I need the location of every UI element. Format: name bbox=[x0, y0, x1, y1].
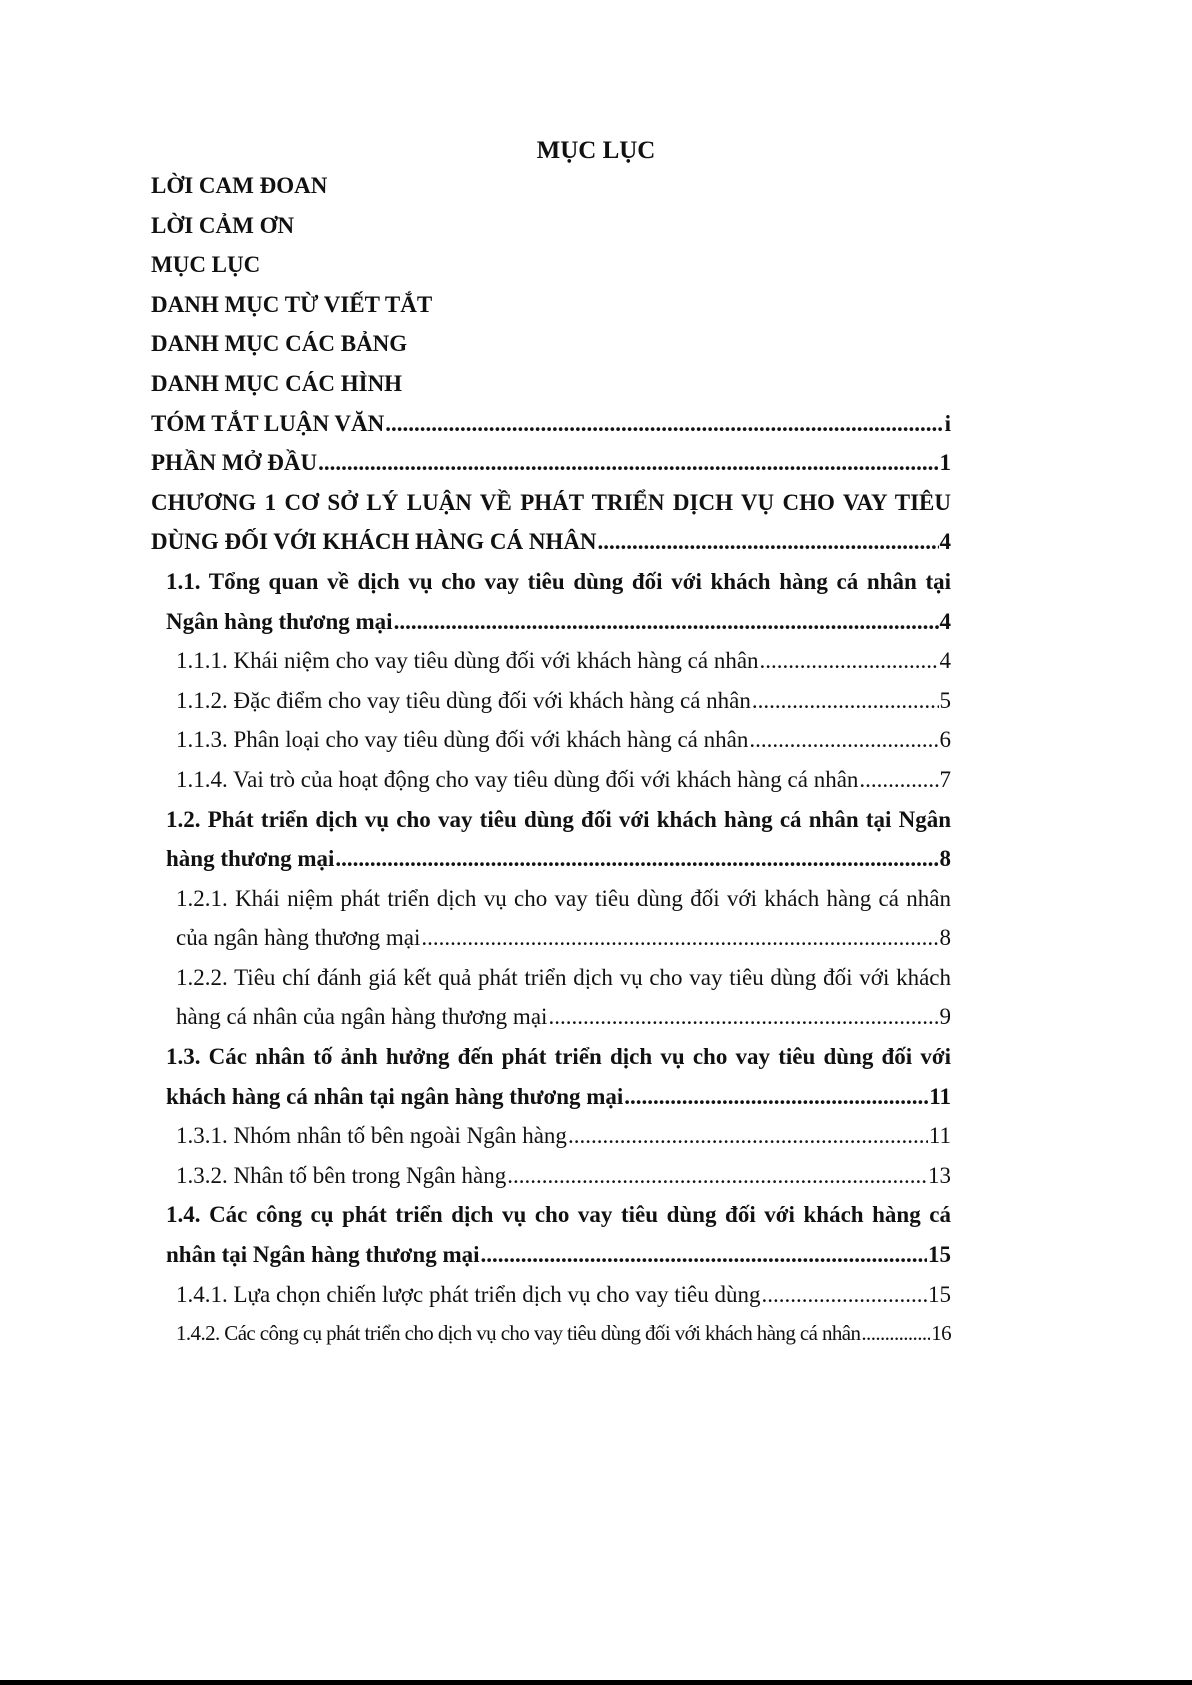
dot-leader bbox=[548, 997, 938, 1037]
toc-entry-text-line2: hàng thương mại bbox=[166, 846, 335, 872]
toc-entry-text-line1: 1.2. Phát triển dịch vụ cho vay tiêu dùng đối với khách hàng cá nhân tại Ngân bbox=[166, 806, 951, 832]
toc-entry-muc-luc[interactable]: MỤC LỤC bbox=[151, 252, 261, 278]
toc-entry-line2 bbox=[151, 522, 951, 562]
dot-leader bbox=[749, 720, 938, 760]
toc-page-number: 11 bbox=[928, 1123, 951, 1149]
toc-entry-text-line1: 1.2.1. Khái niệm phát triển dịch vụ cho vay tiêu dùng đối với khách hàng cá nhân bbox=[176, 885, 951, 911]
dot-leader bbox=[335, 839, 938, 879]
dot-leader bbox=[761, 1275, 927, 1315]
toc-entry-danh-muc-tu-viet-tat[interactable]: DANH MỤC TỪ VIẾT TẮT bbox=[151, 291, 433, 317]
toc-entry-1-1-1[interactable] bbox=[176, 641, 951, 681]
toc-entry-1-3-1[interactable] bbox=[176, 1116, 951, 1156]
toc-entry-chuong-1[interactable] bbox=[151, 483, 951, 562]
toc-entry-danh-muc-cac-hinh[interactable]: DANH MỤC CÁC HÌNH bbox=[151, 370, 403, 396]
toc-entry-danh-muc-cac-bang[interactable]: DANH MỤC CÁC BẢNG bbox=[151, 331, 408, 357]
toc-entry-text-line2: DÙNG ĐỐI VỚI KHÁCH HÀNG CÁ NHÂN bbox=[151, 529, 597, 555]
toc-page-number: 8 bbox=[939, 925, 951, 951]
toc-entry-text: TÓM TẮT LUẬN VĂN bbox=[151, 410, 385, 436]
toc-entry-text-line1: 1.3. Các nhân tố ảnh hưởng đến phát triển dịch vụ cho vay tiêu dùng đối với bbox=[166, 1044, 951, 1070]
dot-leader bbox=[481, 1235, 928, 1275]
dot-leader bbox=[861, 1314, 930, 1354]
dot-leader bbox=[385, 404, 943, 444]
toc-page-number: 9 bbox=[939, 1004, 951, 1030]
toc-entry-text-line2: của ngân hàng thương mại bbox=[176, 925, 421, 951]
toc-entry-text-line2: hàng cá nhân của ngân hàng thương mại bbox=[176, 1004, 548, 1030]
bottom-edge-bar bbox=[0, 1680, 1192, 1685]
toc-entry-text: 1.3.2. Nhân tố bên trong Ngân hàng bbox=[176, 1162, 507, 1188]
page-title: MỤC LỤC bbox=[536, 137, 656, 164]
toc-entry-text: 1.1.3. Phân loại cho vay tiêu dùng đối với khách hàng cá nhân bbox=[176, 727, 749, 753]
table-of-contents bbox=[151, 166, 951, 1354]
toc-page-number: 16 bbox=[931, 1321, 951, 1346]
toc-entry-1-1-2[interactable] bbox=[176, 681, 951, 721]
toc-entry-text-line1: CHƯƠNG 1 CƠ SỞ LÝ LUẬN VỀ PHÁT TRIỂN DỊCH VỤ CHO VAY TIÊU bbox=[151, 489, 951, 515]
toc-page-number: i bbox=[944, 410, 951, 436]
toc-entry-text-line1: 1.2.2. Tiêu chí đánh giá kết quả phát triển dịch vụ cho vay tiêu dùng đối với khách bbox=[176, 964, 951, 990]
toc-page-number: 7 bbox=[939, 766, 951, 792]
toc-entry-1-3-2[interactable] bbox=[176, 1156, 951, 1196]
toc-entry-1-4-1[interactable] bbox=[176, 1275, 951, 1315]
dot-leader bbox=[318, 443, 938, 483]
toc-entry-1-3[interactable] bbox=[166, 1037, 951, 1116]
toc-page-number: 4 bbox=[939, 529, 951, 555]
toc-entry-text: 1.1.4. Vai trò của hoạt động cho vay tiêu dùng đối với khách hàng cá nhân bbox=[176, 766, 859, 792]
toc-page-number: 15 bbox=[928, 1281, 951, 1307]
toc-entry-1-1-3[interactable] bbox=[176, 720, 951, 760]
dot-leader bbox=[507, 1156, 927, 1196]
toc-page-number: 8 bbox=[939, 846, 951, 872]
toc-entry-text: 1.4.2. Các công cụ phát triển cho dịch vụ cho vay tiêu dùng đối với khách hàng cá nhân bbox=[176, 1321, 861, 1346]
toc-entry-text: PHẦN MỞ ĐẦU bbox=[151, 450, 318, 476]
toc-entry-loi-cam-on[interactable]: LỜI CẢM ƠN bbox=[151, 212, 295, 238]
toc-entry-text-line2: khách hàng cá nhân tại ngân hàng thương mại bbox=[166, 1083, 624, 1109]
dot-leader bbox=[624, 1077, 928, 1117]
toc-page-number: 4 bbox=[939, 648, 951, 674]
toc-entry-line2 bbox=[166, 1077, 951, 1117]
dot-leader bbox=[760, 641, 939, 681]
toc-entry-1-2-1[interactable] bbox=[176, 879, 951, 958]
toc-entry-line2 bbox=[166, 1235, 951, 1275]
toc-entry-1-1-4[interactable] bbox=[176, 760, 951, 800]
toc-entry-tom-tat[interactable] bbox=[151, 404, 951, 444]
toc-page-number: 4 bbox=[939, 608, 951, 634]
toc-entry-1-1[interactable] bbox=[166, 562, 951, 641]
toc-entry-text-line1: 1.1. Tổng quan về dịch vụ cho vay tiêu dùng đối với khách hàng cá nhân tại bbox=[166, 568, 951, 594]
toc-entry-line2 bbox=[166, 839, 951, 879]
toc-entry-text-line2: Ngân hàng thương mại bbox=[166, 608, 393, 634]
toc-entry-loi-cam-doan[interactable]: LỜI CAM ĐOAN bbox=[151, 173, 328, 198]
toc-entry-1-2-2[interactable] bbox=[176, 958, 951, 1037]
toc-entry-1-4[interactable] bbox=[166, 1195, 951, 1274]
dot-leader bbox=[568, 1116, 928, 1156]
toc-entry-line2 bbox=[176, 918, 951, 958]
toc-entry-line2 bbox=[166, 602, 951, 642]
toc-page-number: 15 bbox=[928, 1242, 951, 1268]
toc-entry-phan-mo-dau[interactable] bbox=[151, 443, 951, 483]
toc-entry-1-4-2[interactable] bbox=[176, 1314, 951, 1354]
toc-page-number: 6 bbox=[939, 727, 951, 753]
dot-leader bbox=[421, 918, 938, 958]
toc-page-number: 13 bbox=[928, 1162, 951, 1188]
toc-entry-line2 bbox=[176, 997, 951, 1037]
toc-page-number: 11 bbox=[929, 1083, 951, 1109]
toc-entry-text: 1.4.1. Lựa chọn chiến lược phát triển dịch vụ cho vay tiêu dùng bbox=[176, 1281, 761, 1307]
toc-entry-text: 1.1.2. Đặc điểm cho vay tiêu dùng đối với khách hàng cá nhân bbox=[176, 687, 751, 713]
dot-leader bbox=[598, 522, 939, 562]
toc-page-number: 5 bbox=[939, 687, 951, 713]
dot-leader bbox=[394, 602, 939, 642]
toc-entry-1-2[interactable] bbox=[166, 800, 951, 879]
toc-entry-text-line2: nhân tại Ngân hàng thương mại bbox=[166, 1242, 480, 1268]
toc-entry-text-line1: 1.4. Các công cụ phát triển dịch vụ cho vay tiêu dùng đối với khách hàng cá bbox=[166, 1202, 951, 1228]
dot-leader bbox=[752, 681, 939, 721]
toc-entry-text: 1.1.1. Khái niệm cho vay tiêu dùng đối với khách hàng cá nhân bbox=[176, 648, 759, 674]
toc-entry-text: 1.3.1. Nhóm nhân tố bên ngoài Ngân hàng bbox=[176, 1123, 567, 1149]
dot-leader bbox=[859, 760, 938, 800]
toc-page-number: 1 bbox=[939, 450, 951, 476]
